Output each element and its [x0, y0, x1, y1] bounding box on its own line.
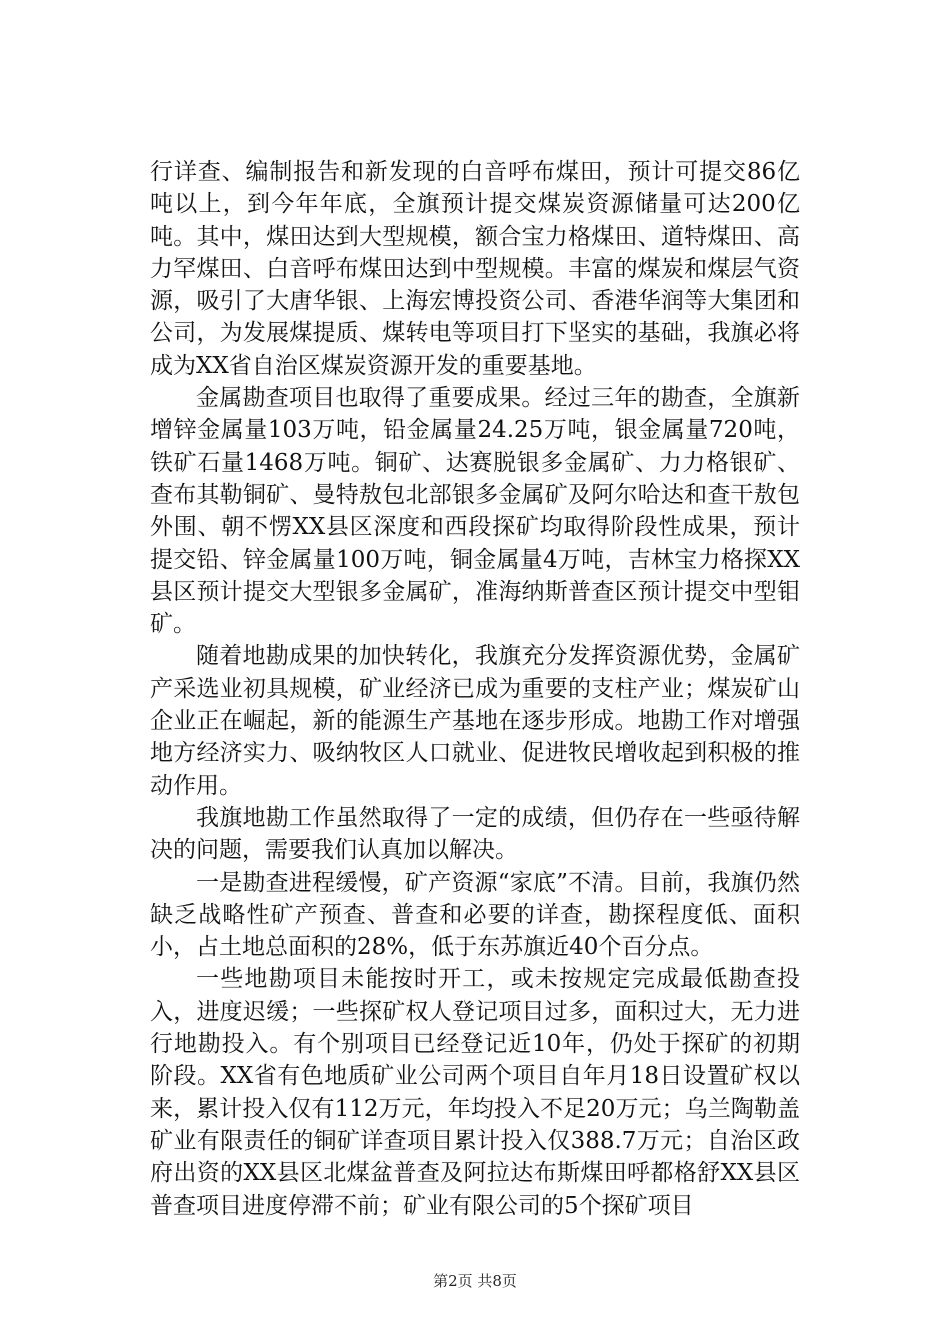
paragraph-conversion: 随着地勘成果的加快转化，我旗充分发挥资源优势，金属矿产采选业初具规模，矿业经济已成为重要的支柱产业；煤炭矿山企业正在崛起，新的能源生产基地在逐步形成。地勘工作对增强地方经济实力、吸纳牧区人口就业、促进牧民增收起到积极的推动作用。 [150, 643, 800, 799]
body-text [150, 156, 800, 1222]
paragraph-projects-delay: 一些地勘项目未能按时开工，或未按规定完成最低勘查投入，进度迟缓；一些探矿权人登记项目过多，面积过大，无力进行地勘投入。有个别项目已经登记近10年，仍处于探矿的初期阶段。XX省有色地质矿业公司两个项目自年月18日设置矿权以来，累计投入仅有112万元，年均投入不足20万元；乌兰陶勒盖矿业有限责任的铜矿详查项目累计投入仅388.7万元；自治区政府出资的XX县区北煤盆普查及阿拉达布斯煤田呼都格舒XX县区普查项目进度停滞不前；矿业有限公司的5个探矿项目 [150, 966, 800, 1219]
paragraph-problems-intro: 我旗地勘工作虽然取得了一定的成绩，但仍存在一些亟待解决的问题，需要我们认真加以解决。 [150, 804, 800, 864]
page-number-footer: 第2页 共8页 [433, 1272, 517, 1290]
paragraph-continuation: 行详查、编制报告和新发现的白音呼布煤田，预计可提交86亿吨以上，到今年年底，全旗预计提交煤炭资源储量可达200亿吨。其中，煤田达到大型规模，额合宝力格煤田、道特煤田、高力罕煤田、白音呼布煤田达到中型规模。丰富的煤炭和煤层气资源，吸引了大唐华银、上海宏博投资公司、香港华润等大集团和公司，为发展煤提质、煤转电等项目打下坚实的基础，我旗必将成为XX省自治区煤炭资源开发的重要基地。 [150, 159, 800, 379]
paragraph-metal-exploration: 金属勘查项目也取得了重要成果。经过三年的勘查，全旗新增锌金属量103万吨，铅金属量24.25万吨，银金属量720吨，铁矿石量1468万吨。铜矿、达赛脱银多金属矿、力力格银矿、查布其勒铜矿、曼特敖包北部银多金属矿及阿尔哈达和查干敖包外围、朝不愣XX县区深度和西段探矿均取得阶段性成果，预计提交铅、锌金属量100万吨，铜金属量4万吨，吉林宝力格探XX县区预计提交大型银多金属矿，准海纳斯普查区预计提交中型钼矿。 [150, 385, 800, 638]
paragraph-problem-one: 一是勘查进程缓慢，矿产资源“家底”不清。目前，我旗仍然缺乏战略性矿产预查、普查和必要的详查，勘探程度低、面积小，占土地总面积的28%，低于东苏旗近40个百分点。 [150, 869, 800, 961]
